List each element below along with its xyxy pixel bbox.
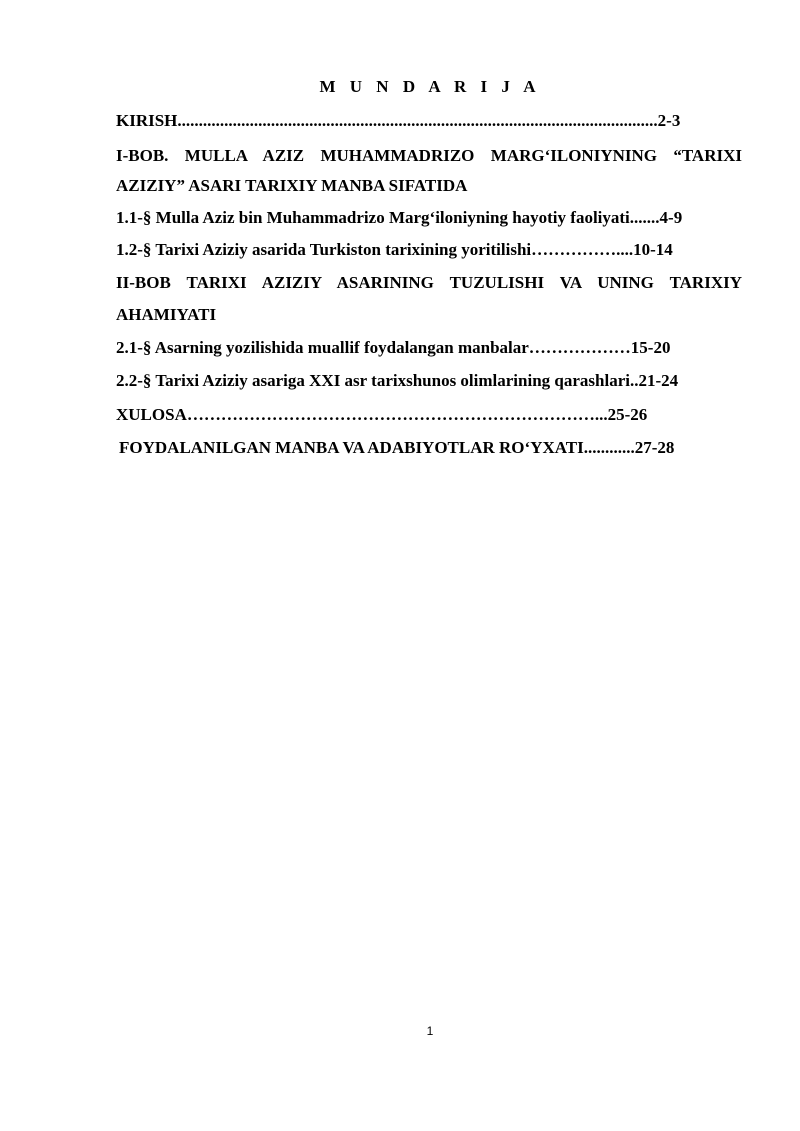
toc-entry-chapter-1-line-2: AZIZIY” ASARI TARIXIY MANBA SIFATIDA: [116, 176, 468, 195]
page-number: 1: [426, 1024, 434, 1038]
toc-entry-section-1-2: 1.2-§ Tarixi Aziziy asarida Turkiston tarixining yoritilishi……………....10-14: [116, 240, 673, 259]
toc-entry-chapter-2-line-1: II-BOB TARIXI AZIZIY ASARINING TUZULISHI VA UNING TARIXIY: [116, 273, 742, 292]
toc-entry-kirish: KIRISH.................................................................................................................2-3: [116, 111, 681, 130]
toc-entry-references: FOYDALANILGAN MANBA VA ADABIYOTLAR RO‘YXATI............27-28: [119, 438, 675, 457]
toc-title: M U N D A R I J A: [319, 77, 541, 96]
toc-entry-section-2-1: 2.1-§ Asarning yozilishida muallif foydalangan manbalar………………15-20: [116, 338, 671, 357]
toc-entry-section-2-2: 2.2-§ Tarixi Aziziy asariga XXI asr tarixshunos olimlarining qarashlari..21-24: [116, 371, 679, 390]
toc-entry-chapter-1-line-1: I-BOB. MULLA AZIZ MUHAMMADRIZO MARG‘ILONIYNING “TARIXI: [116, 146, 742, 165]
toc-entry-section-1-1: 1.1-§ Mulla Aziz bin Muhammadrizo Marg‘iloniyning hayotiy faoliyati.......4-9: [116, 208, 683, 227]
toc-entry-chapter-2-line-2: AHAMIYATI: [116, 305, 217, 324]
toc-entry-xulosa: XULOSA………………………………………………………………...25-26: [116, 405, 648, 424]
